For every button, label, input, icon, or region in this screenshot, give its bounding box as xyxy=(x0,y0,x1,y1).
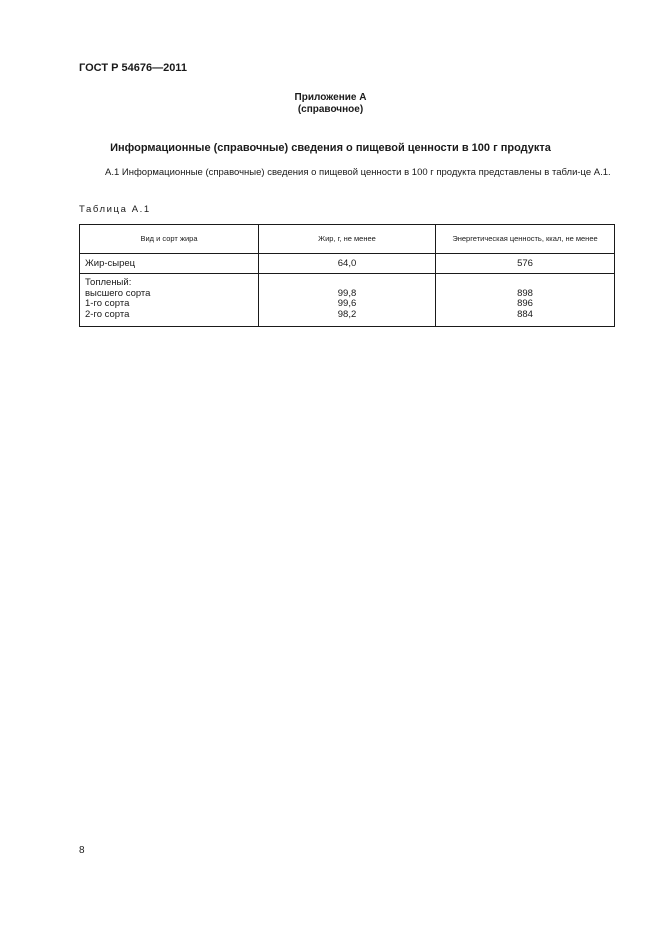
nutrition-table xyxy=(79,224,615,327)
cell-energy: 576 xyxy=(517,258,533,269)
annex-title: Приложение А xyxy=(294,92,367,103)
cell-fat xyxy=(259,274,436,326)
annex-heading xyxy=(0,92,661,116)
annex-note: (справочное) xyxy=(297,104,364,115)
header-fat-type: Вид и сорт жира xyxy=(80,225,259,253)
document-code: ГОСТ Р 54676—2011 xyxy=(79,62,187,74)
cell-line: 1-го сорта xyxy=(85,298,130,309)
cell-fat: 64,0 xyxy=(259,254,436,273)
cell-line: 2-го сорта xyxy=(85,308,130,320)
table-header-row xyxy=(80,225,614,254)
cell-line: 99,6 xyxy=(337,298,357,309)
page-number: 8 xyxy=(79,845,85,856)
cell-name xyxy=(80,274,259,326)
header-energy: Энергетическая ценность, ккал, не менее xyxy=(452,234,598,243)
cell-line: Топленый: xyxy=(85,277,132,288)
section-heading: Информационные (справочные) сведения о пищевой ценности в 100 г продукта xyxy=(110,142,551,154)
table-row xyxy=(80,254,614,274)
table-row xyxy=(80,274,614,326)
header-fat-content: Жир, г, не менее xyxy=(259,225,436,253)
cell-line: 896 xyxy=(517,298,533,309)
cell-line: 99,8 xyxy=(337,287,357,299)
cell-name: Жир-сырец xyxy=(80,254,259,273)
cell-energy xyxy=(436,274,614,326)
cell-line: 98,2 xyxy=(337,308,357,320)
table-caption: Таблица А.1 xyxy=(79,204,151,215)
cell-line: высшего сорта xyxy=(85,287,151,299)
paragraph-a1 xyxy=(79,167,614,179)
cell-line: 898 xyxy=(517,287,533,299)
cell-line: 884 xyxy=(517,308,533,320)
paragraph-text: А.1 Информационные (справочные) сведения о пищевой ценности в 100 г продукта представлены в табли-це А.1. xyxy=(105,167,611,178)
